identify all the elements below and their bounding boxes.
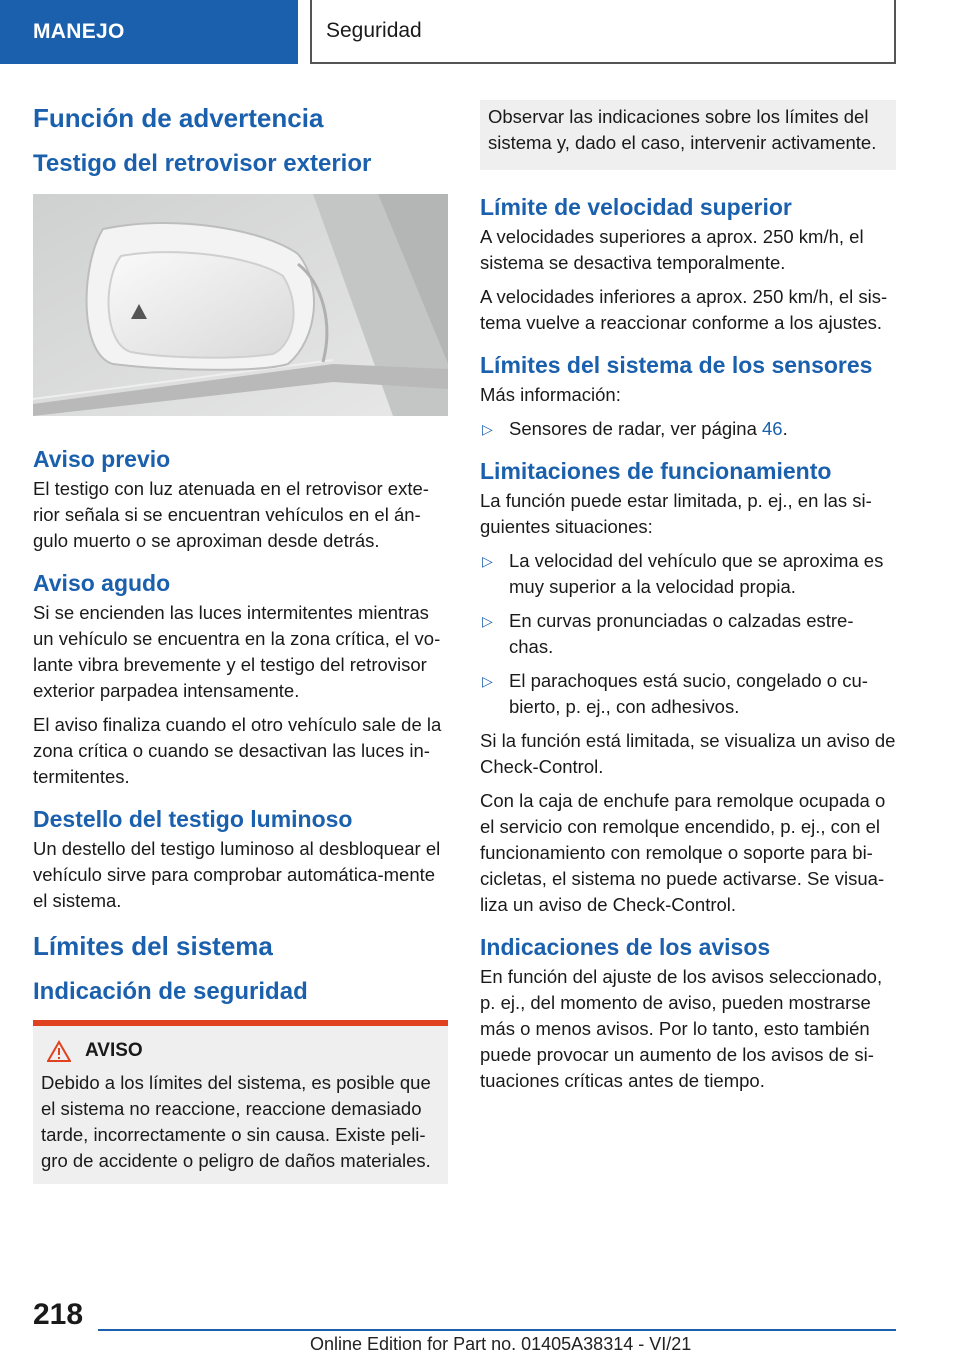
footer-divider [98, 1329, 896, 1331]
text-speed-1: A velocidades superiores a aprox. 250 km/h, el sistema se desactiva temporalmente. [480, 226, 864, 273]
heading-indications: Indicaciones de los avisos [480, 934, 771, 960]
mirror-illustration [33, 194, 448, 416]
page-number: 218 [33, 1298, 84, 1331]
text-aviso-agudo-2: El aviso finaliza cuando el otro vehículo sale de la zona crítica o cuando se desactivan las luces in-termitentes. [33, 714, 442, 787]
page-link-46[interactable]: 46 [762, 418, 783, 439]
heading-aviso-agudo: Aviso agudo [33, 570, 171, 596]
warning-label: AVISO [85, 1040, 143, 1061]
section-indications [480, 932, 896, 1094]
heading-speed-limit: Límite de velocidad superior [480, 194, 792, 220]
footer-edition: Online Edition for Part no. 01405A38314 - VI/21 [310, 1334, 692, 1354]
section-speed-limit [480, 192, 896, 336]
heading-system-limits: Límites del sistema [33, 931, 273, 961]
triangle-bullet-icon: ▷ [482, 553, 493, 569]
limitations-list [480, 548, 896, 720]
left-column [33, 100, 448, 1184]
text-limitations-2: Con la caja de enchufe para remolque ocupada o el servicio con remolque encendido, p. ej., con el funcionamiento con remolque o soporte para bi-cicletas, el sistema no puede activarse. Se visua-liza un aviso de Check-Control. [480, 790, 886, 915]
heading-destello: Destello del testigo luminoso [33, 806, 353, 832]
triangle-bullet-icon: ▷ [482, 421, 493, 437]
triangle-bullet-icon: ▷ [482, 673, 493, 689]
section-title: MANEJO [33, 20, 125, 43]
text-aviso-agudo-1: Si se encienden las luces intermitentes mientras un vehículo se encuentra en la zona crítica, el vo-lante vibra brevemente y el testigo del retrovisor exterior parpadea intensamente. [33, 602, 441, 701]
text-indications: En función del ajuste de los avisos seleccionado, p. ej., del momento de aviso, pueden mostrarse más o menos avisos. Por lo tanto, esto también puede provocar un aumento de los avisos de si-tuaciones críticas antes de tiempo. [480, 966, 883, 1091]
warning-box [33, 1020, 448, 1184]
note-box [480, 100, 896, 170]
list-item: ▷ Sensores de radar, ver página 46. [480, 416, 896, 442]
warning-text: Debido a los límites del sistema, es posible que el sistema no reaccione, reaccione demasiado tarde, incorrectamente o sin causa. Existe peli-gro de accidente o peligro de daños materiales. [41, 1072, 431, 1171]
right-column [480, 100, 896, 1108]
triangle-bullet-icon: ▷ [482, 613, 493, 629]
heading-safety-note: Indicación de seguridad [33, 978, 308, 1005]
heading-aviso-previo: Aviso previo [33, 446, 171, 472]
side-mirror-icon [33, 194, 448, 416]
section-limitations [480, 456, 896, 918]
heading-mirror-indicator: Testigo del retrovisor exterior [33, 150, 372, 177]
list-item: ▷ El parachoques está sucio, congelado o cu-bierto, p. ej., con adhesivos. [482, 670, 868, 717]
text-sensors-intro: Más información: [480, 384, 621, 405]
heading-function: Función de advertencia [33, 103, 324, 133]
heading-limitations: Limitaciones de funcionamiento [480, 458, 832, 484]
heading-sensor-limits: Límites del sistema de los sensores [480, 352, 873, 378]
section-sensor-limits [480, 350, 896, 442]
text-destello: Un destello del testigo luminoso al desbloquear el vehículo sirve para comprobar automática-mente el sistema. [33, 838, 441, 911]
chapter-header [310, 0, 896, 64]
section-destello [33, 804, 448, 914]
list-item: ▷ La velocidad del vehículo que se aproxima es muy superior a la velocidad propia. [482, 550, 884, 597]
chapter-title: Seguridad [326, 19, 422, 42]
text-speed-2: A velocidades inferiores a aprox. 250 km/h, el sis-tema vuelve a reaccionar conforme a los ajustes. [480, 286, 888, 333]
text-limitations-1: Si la función está limitada, se visualiza un aviso de Check-Control. [480, 730, 896, 777]
section-tab [0, 0, 298, 64]
section-aviso-agudo [33, 568, 448, 790]
sensor-list [480, 416, 896, 442]
text-aviso-previo: El testigo con luz atenuada en el retrovisor exte-rior señala si se encuentran vehículos en el án-gulo muerto o se aproximan desde detrás. [33, 478, 429, 551]
warning-triangle-icon [47, 1040, 71, 1062]
note-text: Observar las indicaciones sobre los límites del sistema y, dado el caso, intervenir activamente. [488, 106, 877, 153]
list-item: ▷ En curvas pronunciadas o calzadas estre-chas. [482, 610, 854, 657]
text-limitations-intro: La función puede estar limitada, p. ej., en las si-guientes situaciones: [480, 490, 872, 537]
section-aviso-previo [33, 444, 448, 554]
